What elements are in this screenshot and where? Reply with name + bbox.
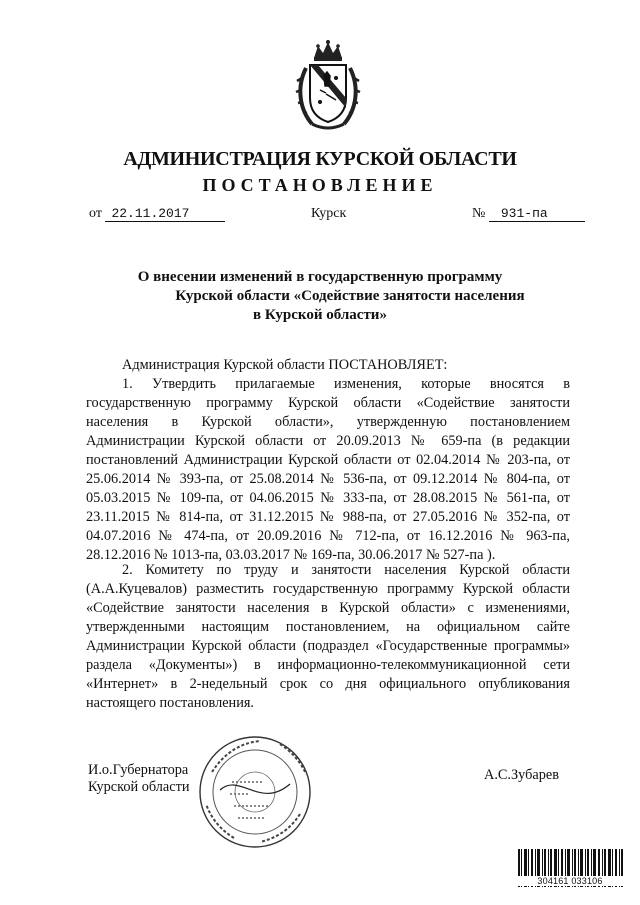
document-type-title: ПОСТАНОВЛЕНИЕ [202,175,438,195]
document-number: 931-па [489,206,585,222]
document-date: 22.11.2017 [105,206,225,222]
subject-line: Курской области «Содействие занятости населения [175,288,525,304]
date-prefix: от [89,206,102,221]
subject-line: О внесении изменений в государственную программу [137,269,503,285]
number-prefix: № [472,206,486,221]
signatory-position [88,762,190,796]
official-seal-stamp [190,732,320,852]
coat-of-arms-icon [292,38,364,134]
city: Курск [311,206,347,221]
item-1-paragraph: 1. Утвердить прилагаемые изменения, которые вносятся в государственную программу Курской области «Содействие занятости населения в Курской области», утвержденную постановлением Администрации Курской области от 20.09.2013 № 659-па (в редакции постановлений Администрации Курской области от 02.04.2014 № 203-па, от 25.06.2014 № 393-па, от 25.08.2014 № 536-па, от 09.12.2014 № 804-па, от 05.03.2015 № 109-па, от 04.06.2015 № 333-па, от 28.08.2015 № 561-па, от 23.11.2015 № 814-па, от 31.12.2015 № 988-па, от 27.05.2016 № 352-па, от 04.07.2016 № 474-па, от 20.09.2016 № 712-па, от 16.12.2016 № 963-па, 28.12.2016 № 1013-па, 03.03.2017 № 169-па, 30.06.2017 № 527-па ). [86,376,570,563]
item-2-paragraph: 2. Комитету по труду и занятости населения Курской области (А.А.Куцевалов) разместить государственную программу Курской области «Содействие занятости населения в Курской области» с изменениями, утвержденными настоящим постановлением, на официальном сайте Администрации Курской области (подраздел «Государственные программы» раздела «Документы») в информационно-телекоммуникационной сети «Интернет» в 2-недельный срок со дня официального опубликования настоящего постановления. [86,562,570,711]
signatory-position-line: И.о.Губернатора [88,762,189,778]
signatory-name: А.С.Зубарев [484,767,559,783]
subject-line: в Курской области» [253,307,387,323]
number-line [472,206,585,222]
barcode-number: 304161 033106 [516,876,624,886]
date-line [89,206,225,222]
intro-paragraph: Администрация Курской области ПОСТАНОВЛЯЕТ: [122,357,448,373]
organization-title: АДМИНИСТРАЦИЯ КУРСКОЙ ОБЛАСТИ [123,148,517,170]
signatory-position-line: Курской области [88,779,190,795]
document-subject [0,268,640,325]
